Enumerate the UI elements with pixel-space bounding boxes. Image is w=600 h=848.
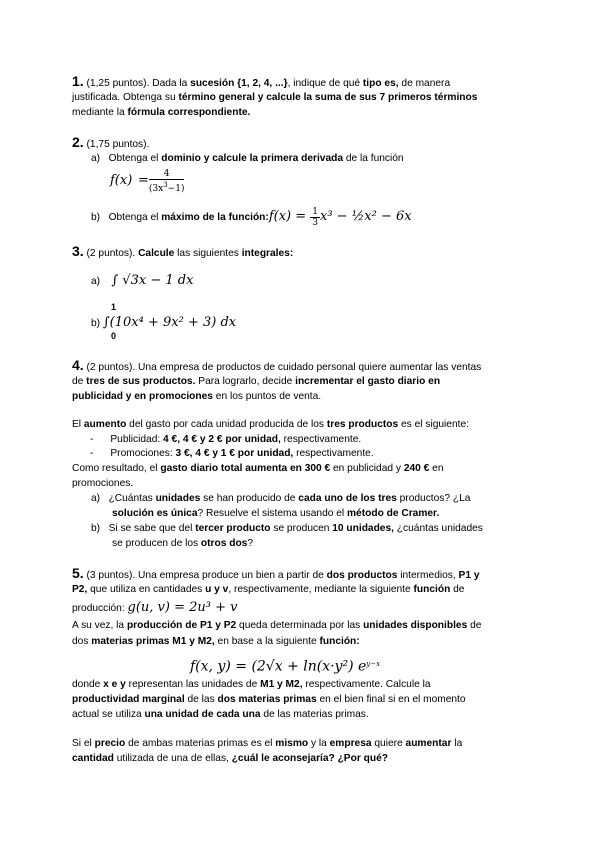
fraction: $\frac{4}{(3x^3-1)}$ — [148, 169, 185, 194]
q3-a: a) ∫ √3x − 1 dx — [91, 273, 194, 288]
q2-line-1: 2. (1,75 puntos). — [72, 134, 150, 150]
q5-formula: f(x, y) = (2√x + ln(x·y²) $e^{y-x}$ — [190, 658, 381, 675]
q5-line-9: actual se utiliza una unidad de cada una de las materias primas. — [72, 709, 369, 720]
q5-line-7: donde x e y representan las unidades de M1 y M2, respectivamente. Calcule la — [72, 679, 431, 690]
q4-b-2: se producen de los otros dos? — [112, 538, 254, 549]
q4-line-2: de tres de sus productos. Para lograrlo, decide incrementar el gasto diario en — [72, 376, 441, 387]
q5-line-10: Si el precio de ambas materias primas es el mismo y la empresa quiere aumentar la — [72, 738, 463, 749]
q5-line-5: dos materias primas M1 y M2, en base a la siguiente función: — [72, 636, 360, 647]
q4-a-2: solución es única? Resuelve el sistema usando el método de Cramer. — [112, 508, 440, 519]
q4-number: 4. — [72, 357, 84, 373]
q2-a-formula: f(x) = $\frac{4}{(3x^3-1)}$ — [110, 169, 185, 194]
q3-b: b) ∫(10x⁴ + 9x² + 3) dx — [91, 315, 237, 330]
q4-bullet-2: - Promociones: 3 €, 4 € y 1 € por unidad, respectivamente. — [90, 448, 374, 459]
q1-line-2: justificada. Obtenga su término general y calcule la suma de sus 7 primeros términos — [72, 92, 478, 103]
q4-bullet-1: - Publicidad: 4 €, 4 € y 2 € por unidad, respectivamente. — [90, 434, 362, 445]
q4-line-7: Como resultado, el gasto diario total aumenta en 300 € en publicidad y 240 € en — [72, 463, 444, 474]
q4-line-3: publicidad y en promociones en los puntos de venta. — [72, 391, 322, 402]
q5-line-11: cantidad utilizada de una de ellas, ¿cuál le aconsejaría? ¿Por qué? — [72, 753, 388, 764]
q5-line-2: P2, que utiliza en cantidades u y v, respectivamente, mediante la siguiente función de — [72, 584, 465, 595]
q1-number: 1. — [72, 73, 84, 89]
q2-number: 2. — [72, 134, 84, 150]
q4-b-1: b) Si se sabe que del tercer producto se producen 10 unidades, ¿cuántas unidades — [91, 523, 483, 534]
q4-line-1: 4. (2 puntos). Una empresa de productos de cuidado personal quiere aumentar las ventas — [72, 357, 482, 373]
q1-line-3: mediante la fórmula correspondiente. — [72, 107, 251, 118]
q3-b-lower: 0 — [111, 331, 117, 341]
q5-line-1: 5. (3 puntos). Una empresa produce un bien a partir de dos productos intermedios, P1 y — [72, 565, 480, 581]
q5-number: 5. — [72, 565, 84, 581]
q4-line-4: El aumento del gasto por cada unidad producida de los tres productos es el siguiente: — [72, 419, 469, 430]
q3-number: 3. — [72, 243, 84, 259]
q5-line-4: A su vez, la producción de P1 y P2 queda determinada por las unidades disponibles de — [72, 620, 482, 631]
q5-line-3: producción: g(u, v) = 2u³ + v — [72, 600, 238, 615]
q5-line-8: productividad marginal de las dos materias primas en el bien final si en el momento — [72, 694, 466, 705]
q1-line-1: 1. (1,25 puntos). Dada la sucesión {1, 2, 4, ...}, indique de qué tipo es, de manera — [72, 73, 451, 89]
q2-a: a) Obtenga el dominio y calcule la primera derivada de la función — [91, 153, 404, 164]
q2-b: b) Obtenga el máximo de la función:f(x) = $\frac{1}{3}$ x³ − ½x² − 6x — [91, 207, 412, 228]
q3-b-upper: 1 — [111, 302, 117, 312]
q3-line-1: 3. (2 puntos). Calcule las siguientes integrales: — [72, 243, 294, 259]
q4-line-8: promociones. — [72, 478, 134, 489]
q4-a-1: a) ¿Cuántas unidades se han producido de cada uno de los tres productos? ¿La — [91, 493, 471, 504]
